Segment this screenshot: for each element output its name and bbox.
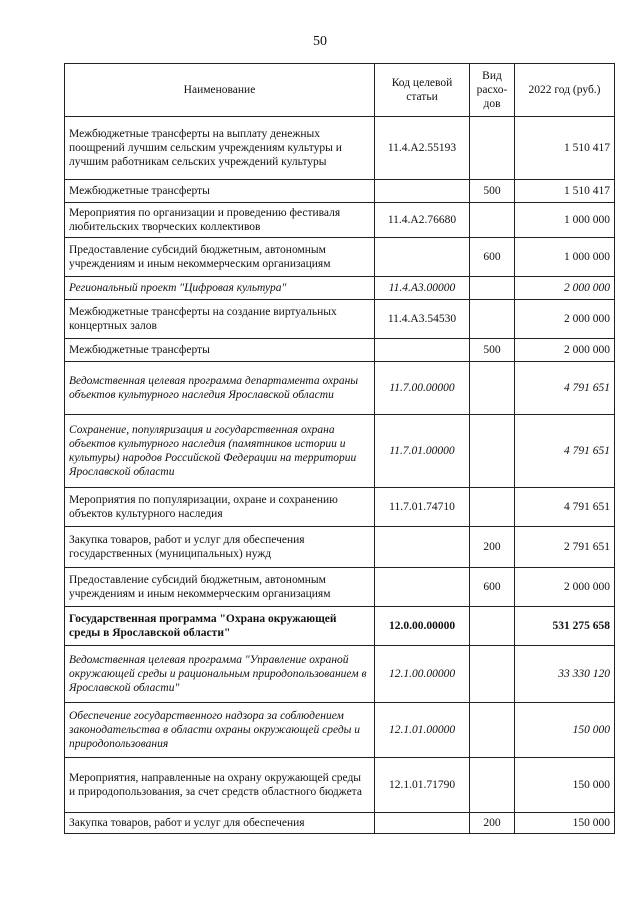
cell-sum: 531 275 658 <box>515 607 615 646</box>
cell-code: 12.1.01.71790 <box>375 758 470 813</box>
cell-sum: 2 791 651 <box>515 527 615 568</box>
table-row <box>65 180 615 203</box>
cell-code: 11.4.А3.54530 <box>375 300 470 339</box>
cell-sum: 150 000 <box>515 813 615 834</box>
table-row <box>65 203 615 238</box>
cell-kind <box>470 415 515 488</box>
cell-code: 11.4.А2.76680 <box>375 203 470 238</box>
table-row <box>65 238 615 277</box>
header-name: Наименование <box>65 64 375 117</box>
cell-name: Ведомственная целевая программа "Управление охраной окружающей среды и рациональным природопользованием в Ярославской области" <box>65 646 375 703</box>
cell-kind: 200 <box>470 527 515 568</box>
cell-code <box>375 180 470 203</box>
cell-sum: 1 510 417 <box>515 117 615 180</box>
cell-kind <box>470 300 515 339</box>
cell-kind <box>470 607 515 646</box>
cell-sum: 2 000 000 <box>515 277 615 300</box>
cell-kind: 200 <box>470 813 515 834</box>
cell-name: Государственная программа "Охрана окружающей среды в Ярославской области" <box>65 607 375 646</box>
cell-kind <box>470 203 515 238</box>
header-sum: 2022 год (руб.) <box>515 64 615 117</box>
cell-name: Межбюджетные трансферты на создание виртуальных концертных залов <box>65 300 375 339</box>
cell-code: 11.7.00.00000 <box>375 362 470 415</box>
cell-sum: 1 000 000 <box>515 238 615 277</box>
cell-kind <box>470 488 515 527</box>
budget-table <box>64 63 615 834</box>
cell-name: Ведомственная целевая программа департамента охраны объектов культурного наследия Ярославской области <box>65 362 375 415</box>
cell-sum: 33 330 120 <box>515 646 615 703</box>
page-number: 50 <box>313 34 327 49</box>
header-code: Код целевой статьи <box>375 64 470 117</box>
cell-kind: 600 <box>470 238 515 277</box>
cell-sum: 2 000 000 <box>515 300 615 339</box>
cell-kind <box>470 758 515 813</box>
cell-sum: 2 000 000 <box>515 339 615 362</box>
cell-sum: 2 000 000 <box>515 568 615 607</box>
cell-code: 12.1.00.00000 <box>375 646 470 703</box>
cell-kind <box>470 362 515 415</box>
cell-name: Сохранение, популяризация и государственная охрана объектов культурного наследия (памятников истории и культуры) народов Российской Федерации на территории Ярославской области <box>65 415 375 488</box>
cell-code <box>375 238 470 277</box>
cell-kind <box>470 703 515 758</box>
cell-sum: 1 000 000 <box>515 203 615 238</box>
cell-name: Предоставление субсидий бюджетным, автономным учреждениям и иным некоммерческим организациям <box>65 568 375 607</box>
cell-name: Региональный проект "Цифровая культура" <box>65 277 375 300</box>
cell-name: Межбюджетные трансферты <box>65 180 375 203</box>
cell-sum: 4 791 651 <box>515 488 615 527</box>
table-row <box>65 813 615 834</box>
cell-name: Мероприятия, направленные на охрану окружающей среды и природопользования, за счет средств областного бюджета <box>65 758 375 813</box>
table-row <box>65 339 615 362</box>
table-row <box>65 300 615 339</box>
table-row <box>65 568 615 607</box>
cell-kind <box>470 117 515 180</box>
cell-sum: 4 791 651 <box>515 415 615 488</box>
table-row <box>65 362 615 415</box>
table-row <box>65 415 615 488</box>
cell-kind <box>470 646 515 703</box>
cell-sum: 150 000 <box>515 703 615 758</box>
table-row <box>65 703 615 758</box>
table-row <box>65 277 615 300</box>
cell-name: Межбюджетные трансферты <box>65 339 375 362</box>
cell-code: 11.4.А2.55193 <box>375 117 470 180</box>
cell-kind <box>470 277 515 300</box>
cell-name: Предоставление субсидий бюджетным, автономным учреждениям и иным некоммерческим организациям <box>65 238 375 277</box>
cell-sum: 1 510 417 <box>515 180 615 203</box>
table-row <box>65 488 615 527</box>
cell-sum: 150 000 <box>515 758 615 813</box>
cell-code: 11.7.01.74710 <box>375 488 470 527</box>
cell-code <box>375 339 470 362</box>
cell-name: Мероприятия по популяризации, охране и сохранению объектов культурного наследия <box>65 488 375 527</box>
cell-name: Межбюджетные трансферты на выплату денежных поощрений лучшим сельским учреждениям культуры и лучшим работникам сельских учреждений культуры <box>65 117 375 180</box>
cell-kind: 500 <box>470 339 515 362</box>
table-row <box>65 117 615 180</box>
cell-code <box>375 527 470 568</box>
cell-code: 12.1.01.00000 <box>375 703 470 758</box>
table-row <box>65 527 615 568</box>
table-row <box>65 646 615 703</box>
table-row <box>65 758 615 813</box>
cell-kind: 500 <box>470 180 515 203</box>
cell-code: 11.4.А3.00000 <box>375 277 470 300</box>
table-body <box>65 117 615 834</box>
header-kind: Вид расхо-дов <box>470 64 515 117</box>
cell-code: 12.0.00.00000 <box>375 607 470 646</box>
table-row <box>65 607 615 646</box>
cell-sum: 4 791 651 <box>515 362 615 415</box>
cell-name: Мероприятия по организации и проведению фестиваля любительских творческих коллективов <box>65 203 375 238</box>
cell-code <box>375 813 470 834</box>
cell-name: Закупка товаров, работ и услуг для обеспечения государственных (муниципальных) нужд <box>65 527 375 568</box>
cell-kind: 600 <box>470 568 515 607</box>
cell-name: Обеспечение государственного надзора за соблюдением законодательства в области охраны окружающей среды и природопользования <box>65 703 375 758</box>
cell-code <box>375 568 470 607</box>
cell-name: Закупка товаров, работ и услуг для обеспечения <box>65 813 375 834</box>
cell-code: 11.7.01.00000 <box>375 415 470 488</box>
table-header-row <box>65 64 615 117</box>
